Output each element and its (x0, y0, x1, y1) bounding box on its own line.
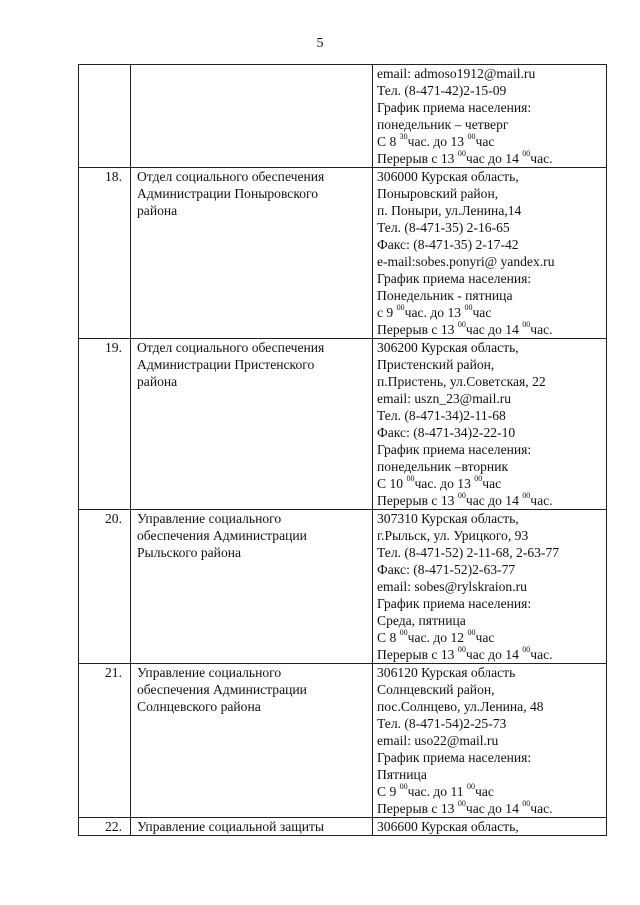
row-number: 20. (79, 510, 131, 664)
contact-info-line: График приема населения: (377, 596, 532, 611)
department-name-line: Администрации Пристенского (137, 357, 315, 372)
table-body (79, 65, 607, 836)
contact-info-line: График приема населения: (377, 442, 532, 457)
time-minutes-superscript: 00 (522, 799, 531, 809)
contact-info-line: Перерыв с 13 $^{00}$час до 14 $^{00}$час. (377, 645, 553, 662)
contact-info-line: пос.Солнцево, ул.Ленина, 48 (377, 699, 544, 714)
contact-info-line: п. Поныри, ул.Ленина,14 (377, 203, 522, 218)
contact-info-line: График приема населения: (377, 750, 532, 765)
table-row (79, 339, 607, 510)
contact-info-line: Перерыв с 13 $^{00}$час до 14 $^{00}$час. (377, 799, 553, 816)
contact-info-line: 306120 Курская область (377, 665, 516, 680)
row-number: 22. (79, 818, 131, 836)
contact-info (373, 664, 607, 818)
table-row (79, 65, 607, 168)
contact-info-line: email: uso22@mail.ru (377, 733, 499, 748)
contact-info-line: e-mail:sobes.ponyri@ yandex.ru (377, 254, 555, 269)
table-row (79, 664, 607, 818)
contact-info-line: email: admoso1912@mail.ru (377, 66, 536, 81)
contact-info-line: График приема населения: (377, 100, 532, 115)
department-name-line: Администрации Поныровского (137, 186, 319, 201)
time-minutes-superscript: 00 (399, 628, 408, 638)
contact-info-line: Тел. (8-471-54)2-25-73 (377, 716, 507, 731)
contact-info-line: 306600 Курская область, (377, 819, 519, 834)
time-minutes-superscript: 00 (466, 782, 475, 792)
contact-info-line: С 8 $^{30}$час. до 13 $^{00}$час (377, 132, 495, 149)
contact-info (373, 339, 607, 510)
contact-info-line: Тел. (8-471-34)2-11-68 (377, 408, 506, 423)
time-minutes-superscript: 00 (457, 491, 466, 501)
department-name-line: района (137, 203, 178, 218)
contact-info-line: Среда, пятница (377, 613, 466, 628)
contact-info-line: Пятница (377, 767, 427, 782)
contact-info (373, 510, 607, 664)
contact-info-line: С 9 $^{00}$час. до 11 $^{00}$час (377, 782, 494, 799)
contact-info (373, 818, 607, 836)
contact-info-line: Перерыв с 13 $^{00}$час до 14 $^{00}$час. (377, 491, 553, 508)
contact-info (373, 65, 607, 168)
time-minutes-superscript: 00 (467, 132, 476, 142)
department-name (131, 510, 373, 664)
table-row (79, 510, 607, 664)
contact-info-line: Тел. (8-471-42)2-15-09 (377, 83, 507, 98)
department-name (131, 664, 373, 818)
contact-info-line: п.Пристень, ул.Советская, 22 (377, 374, 546, 389)
time-minutes-superscript: 00 (457, 149, 466, 159)
table-row (79, 818, 607, 836)
contact-info-line: Факс: (8-471-35) 2-17-42 (377, 237, 519, 252)
contact-info-line: С 10 $^{00}$час. до 13 $^{00}$час (377, 474, 502, 491)
time-minutes-superscript: 00 (406, 474, 415, 484)
contact-info-line: Понедельник - пятница (377, 288, 513, 303)
contact-info-line: Солнцевский район, (377, 682, 495, 697)
department-name-line: Рыльского района (137, 545, 242, 560)
department-name-line: обеспечения Администрации (137, 528, 307, 543)
time-minutes-superscript: 00 (522, 491, 531, 501)
department-name (131, 818, 373, 836)
contact-info-line: Факс: (8-471-34)2-22-10 (377, 425, 516, 440)
department-name-line: Отдел социального обеспечения (137, 169, 325, 184)
department-name (131, 65, 373, 168)
department-name-line: обеспечения Администрации (137, 682, 307, 697)
contact-info-line: с 9 $^{00}$час. до 13 $^{00}$час (377, 303, 492, 320)
department-name-line: района (137, 374, 178, 389)
contact-info-line: 306000 Курская область, (377, 169, 519, 184)
social-services-table (78, 64, 607, 836)
department-name-line: Управление социального (137, 665, 282, 680)
time-minutes-superscript: 00 (396, 303, 405, 313)
row-number (79, 65, 131, 168)
row-number: 21. (79, 664, 131, 818)
contact-info-line: Тел. (8-471-52) 2-11-68, 2-63-77 (377, 545, 560, 560)
time-minutes-superscript: 00 (522, 645, 531, 655)
time-minutes-superscript: 00 (457, 645, 466, 655)
time-minutes-superscript: 00 (464, 303, 473, 313)
time-minutes-superscript: 00 (399, 782, 408, 792)
contact-info-line: Поныровский район, (377, 186, 499, 201)
time-minutes-superscript: 30 (399, 132, 408, 142)
contact-info-line: понедельник – четверг (377, 117, 509, 132)
contact-info-line: 307310 Курская область, (377, 511, 519, 526)
contact-info-line: г.Рыльск, ул. Урицкого, 93 (377, 528, 529, 543)
department-name-line: Солнцевского района (137, 699, 261, 714)
contact-info-line: Перерыв с 13 $^{00}$час до 14 $^{00}$час. (377, 320, 553, 337)
department-name (131, 339, 373, 510)
contact-info-line: понедельник –вторник (377, 459, 509, 474)
contact-info-line: С 8 $^{00}$час. до 12 $^{00}$час (377, 628, 495, 645)
department-name-line: Отдел социального обеспечения (137, 340, 325, 355)
contact-info-line: 306200 Курская область, (377, 340, 519, 355)
contact-info-line: Тел. (8-471-35) 2-16-65 (377, 220, 510, 235)
page-number: 5 (316, 36, 324, 51)
contact-info (373, 168, 607, 339)
contact-info-line: email: sobes@rylskraion.ru (377, 579, 527, 594)
department-name-line: Управление социальной защиты (137, 819, 325, 834)
department-name (131, 168, 373, 339)
row-number: 19. (79, 339, 131, 510)
contact-info-line: Факс: (8-471-52)2-63-77 (377, 562, 516, 577)
contact-info-line: Перерыв с 13 $^{00}$час до 14 $^{00}$час. (377, 149, 553, 166)
contact-info-line: email: uszn_23@mail.ru (377, 391, 512, 406)
contact-info-line: Пристенский район, (377, 357, 495, 372)
time-minutes-superscript: 00 (457, 799, 466, 809)
contact-info-line: График приема населения: (377, 271, 532, 286)
time-minutes-superscript: 00 (522, 149, 531, 159)
time-minutes-superscript: 00 (467, 628, 476, 638)
row-number: 18. (79, 168, 131, 339)
time-minutes-superscript: 00 (522, 320, 531, 330)
department-name-line: Управление социального (137, 511, 282, 526)
table-row (79, 168, 607, 339)
time-minutes-superscript: 00 (474, 474, 483, 484)
time-minutes-superscript: 00 (457, 320, 466, 330)
